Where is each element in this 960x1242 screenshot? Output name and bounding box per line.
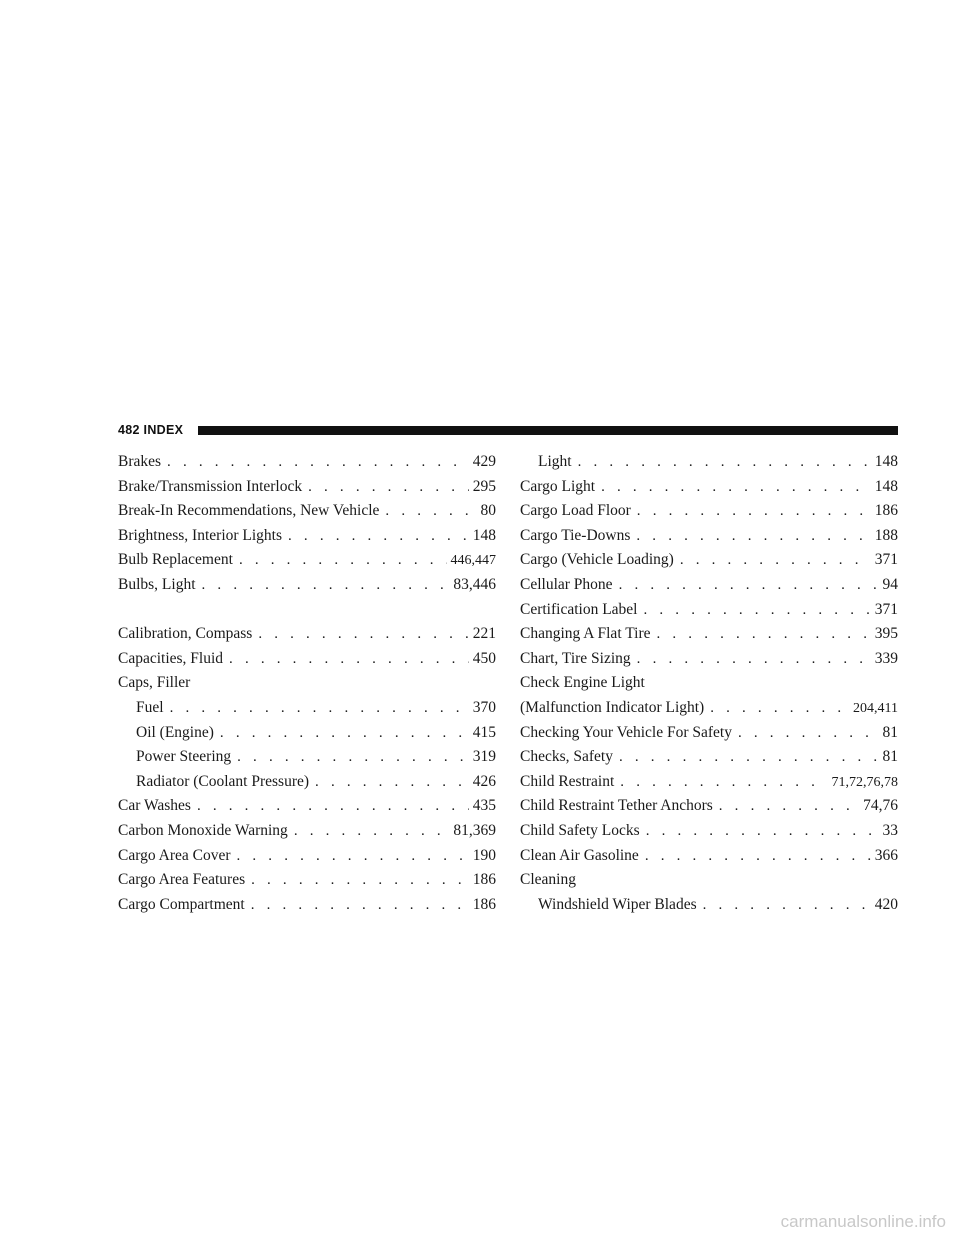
entry-label: Cargo Area Cover [118, 846, 231, 864]
index-entry [118, 622, 496, 647]
entry-page-number: 204,411 [853, 700, 898, 716]
index-entry [118, 770, 496, 795]
index-entry [520, 450, 898, 475]
entry-label: Cargo Compartment [118, 895, 245, 913]
dot-leader [229, 647, 469, 672]
index-entry [118, 548, 496, 573]
dot-leader [197, 794, 469, 819]
entry-page-number: 186 [472, 871, 496, 889]
entry-label: Certification Label [520, 600, 638, 618]
entry-label: Caps, Filler [118, 674, 191, 692]
dot-leader [237, 844, 469, 869]
index-entry [520, 696, 898, 721]
page-header [118, 421, 898, 439]
entry-label: Bulbs, Light [118, 575, 196, 593]
dot-leader [637, 499, 871, 524]
dot-leader [657, 622, 871, 647]
entry-label: Brightness, Interior Lights [118, 526, 283, 544]
entry-label: Cleaning [520, 871, 576, 889]
entry-label: Calibration, Compass [118, 625, 253, 643]
entry-label: Light [538, 453, 572, 470]
index-entry [118, 868, 496, 893]
index-entry [520, 844, 898, 869]
entry-label: Car Washes [118, 797, 191, 815]
entry-label: Break-In Recommendations, New Vehicle [118, 502, 380, 520]
entry-label: Windshield Wiper Blades [538, 895, 697, 913]
dot-leader [385, 499, 476, 524]
index-entry [118, 794, 496, 819]
entry-page-number: 295 [472, 477, 496, 495]
dot-leader [719, 794, 859, 819]
dot-leader [220, 721, 469, 746]
entry-label: Chart, Tire Sizing [520, 649, 631, 667]
entry-page-number: 221 [472, 625, 496, 643]
dot-leader [619, 745, 879, 770]
index-entry [118, 745, 496, 770]
entry-label: Checks, Safety [520, 748, 613, 766]
entry-label: Checking Your Vehicle For Safety [520, 723, 732, 741]
dot-leader [680, 548, 871, 573]
entry-page-number: 33 [882, 821, 898, 839]
entry-label: Changing A Flat Tire [520, 625, 651, 643]
entry-label: Cargo Load Floor [520, 502, 631, 520]
index-entry [118, 475, 496, 500]
entry-page-number: 186 [472, 895, 496, 913]
dot-leader [619, 573, 879, 598]
dot-leader [645, 844, 871, 869]
index-entry [118, 844, 496, 869]
index-entry [118, 450, 496, 475]
entry-label: Radiator (Coolant Pressure) [136, 772, 310, 790]
index-entry [520, 647, 898, 672]
entry-label: Oil (Engine) [136, 723, 214, 741]
dot-leader [258, 622, 468, 647]
dot-leader [294, 819, 450, 844]
entry-label: Child Restraint Tether Anchors [520, 797, 713, 815]
entry-page-number: 83,446 [453, 575, 496, 593]
dot-leader [239, 548, 447, 573]
page-number: 482 [118, 423, 140, 437]
entry-page-number: 371 [874, 600, 898, 618]
dot-leader [308, 475, 469, 500]
entry-page-number: 426 [472, 772, 496, 790]
index-entry [520, 524, 898, 549]
entry-label: Check Engine Light [520, 674, 645, 692]
entry-label: Fuel [136, 698, 164, 716]
entry-label: Brake/Transmission Interlock [118, 477, 303, 495]
dot-leader [738, 721, 879, 746]
entry-page-number: 395 [874, 625, 898, 643]
entry-page-number: 186 [874, 502, 898, 520]
entry-page-number: 190 [472, 846, 496, 864]
entry-page-number: 94 [882, 575, 898, 593]
index-entry [118, 524, 496, 549]
entry-page-number: 148 [874, 453, 898, 470]
dot-leader [237, 745, 469, 770]
entry-page-number: 420 [874, 895, 898, 913]
index-entry [520, 794, 898, 819]
entry-page-number: 370 [472, 698, 496, 716]
dot-leader [251, 868, 469, 893]
index-column-left [118, 450, 496, 917]
index-entry [520, 745, 898, 770]
entry-page-number: 80 [480, 502, 496, 520]
index-entry [118, 647, 496, 672]
dot-leader [251, 893, 469, 918]
dot-leader [620, 770, 827, 795]
entry-page-number: 339 [874, 649, 898, 667]
dot-leader [646, 819, 879, 844]
dot-leader [637, 647, 871, 672]
entry-page-number: 74,76 [863, 797, 898, 815]
index-entry [118, 696, 496, 721]
entry-page-number: 450 [472, 649, 496, 667]
entry-page-number: 188 [874, 526, 898, 544]
entry-label: Clean Air Gasoline [520, 846, 639, 864]
entry-label: Brakes [118, 453, 162, 470]
index-entry [520, 548, 898, 573]
entry-label: Capacities, Fluid [118, 649, 224, 667]
index-entry [118, 819, 496, 844]
dot-leader [578, 450, 871, 475]
index-column-right [520, 450, 898, 917]
index-heading [118, 671, 496, 696]
entry-page-number: 148 [874, 477, 898, 495]
dot-leader [167, 450, 469, 475]
entry-label: Child Safety Locks [520, 821, 640, 839]
index-heading [520, 868, 898, 893]
dot-leader [315, 770, 469, 795]
dot-leader [170, 696, 469, 721]
index-entry [118, 573, 496, 598]
dot-leader [601, 475, 871, 500]
watermark-text: carmanualsonline.info [780, 1212, 946, 1231]
index-entry [520, 770, 898, 795]
entry-label: Cargo (Vehicle Loading) [520, 551, 674, 569]
entry-page-number: 81 [882, 748, 898, 766]
index-entry [118, 499, 496, 524]
entry-page-number: 366 [874, 846, 898, 864]
entry-label: Cargo Tie-Downs [520, 526, 631, 544]
dot-leader [710, 696, 849, 721]
entry-label: Cellular Phone [520, 575, 613, 593]
entry-page-number: 148 [472, 526, 496, 544]
entry-label: Cargo Light [520, 477, 596, 495]
section-title: INDEX [143, 423, 184, 437]
entry-label: Cargo Area Features [118, 871, 246, 889]
index-entry [520, 573, 898, 598]
index-entry [520, 499, 898, 524]
entry-page-number: 429 [472, 453, 496, 470]
header-rule [198, 426, 898, 435]
index-spacer [118, 598, 496, 623]
dot-leader [288, 524, 469, 549]
index-entry [520, 622, 898, 647]
entry-page-number: 371 [874, 551, 898, 569]
index-entry [118, 893, 496, 918]
index-entry [118, 721, 496, 746]
entry-page-number: 435 [472, 797, 496, 815]
header-title [118, 421, 183, 439]
dot-leader [202, 573, 450, 598]
entry-page-number: 81,369 [453, 821, 496, 839]
entry-label: Power Steering [136, 748, 232, 766]
entry-label: Carbon Monoxide Warning [118, 821, 288, 839]
entry-page-number: 446,447 [450, 553, 496, 569]
entry-label: (Malfunction Indicator Light) [520, 698, 705, 716]
index-entry [520, 721, 898, 746]
index-entry [520, 893, 898, 918]
entry-page-number: 81 [882, 723, 898, 741]
entry-page-number: 415 [472, 723, 496, 741]
index-entry [520, 819, 898, 844]
entry-page-number: 71,72,76,78 [831, 774, 898, 790]
index-heading [520, 671, 898, 696]
entry-label: Bulb Replacement [118, 551, 233, 569]
index-entry [520, 598, 898, 623]
index-entry [520, 475, 898, 500]
dot-leader [644, 598, 871, 623]
entry-label: Child Restraint [520, 772, 615, 790]
entry-page-number: 319 [472, 748, 496, 766]
dot-leader [703, 893, 871, 918]
dot-leader [636, 524, 870, 549]
